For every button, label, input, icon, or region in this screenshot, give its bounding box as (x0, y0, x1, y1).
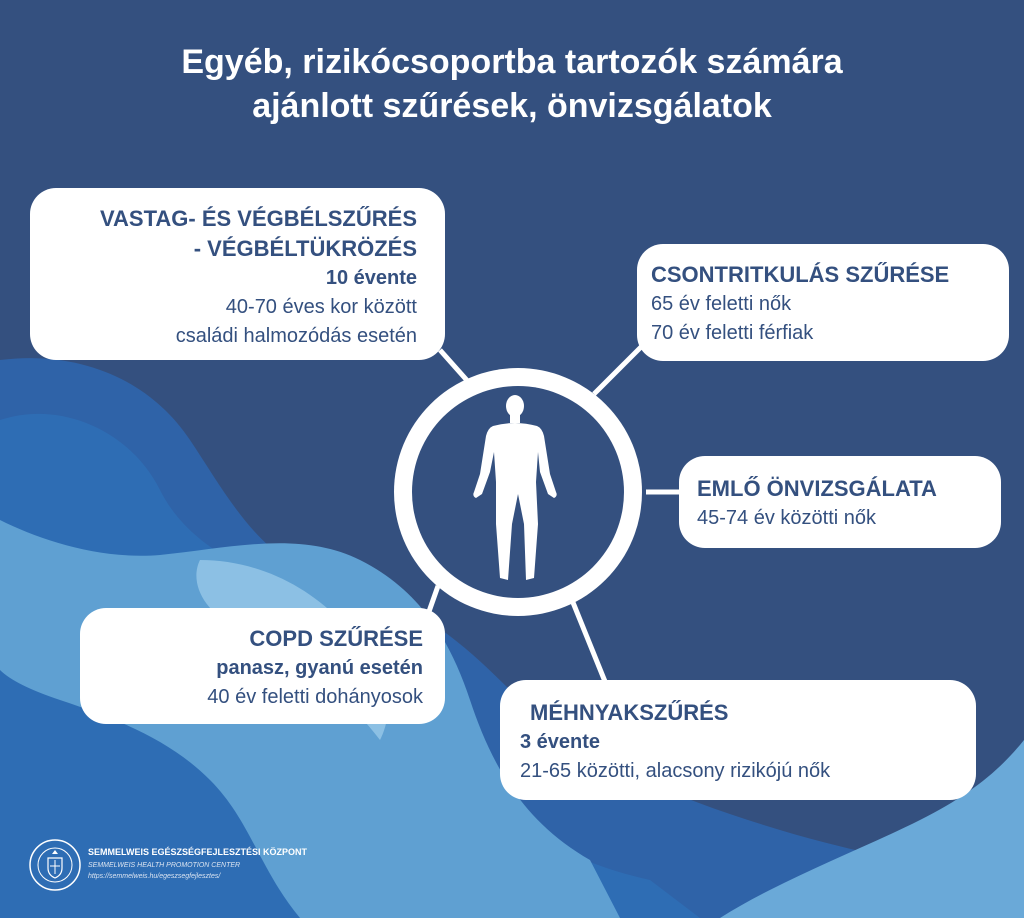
colon-heading-2: - VÉGBÉLTÜKRÖZÉS (193, 236, 417, 261)
footer-org-subtitle: SEMMELWEIS HEALTH PROMOTION CENTER (88, 862, 241, 869)
colon-line-2: családi halmozódás esetén (175, 325, 417, 347)
breast-line-1: 45-74 év közötti nők (697, 507, 876, 529)
title-line-1: Egyéb, rizikócsoportba tartozók számára (181, 43, 843, 81)
university-seal-icon (28, 838, 82, 892)
bone-heading: CSONTRITKULÁS SZŰRÉSE (651, 262, 950, 287)
colon-line-1: 40-70 éves kor között (225, 296, 417, 318)
colon-frequency: 10 évente (325, 267, 417, 289)
title-line-2: ajánlott szűrések, önvizsgálatok (252, 87, 772, 125)
copd-line-1: panasz, gyanú esetén (216, 657, 423, 679)
colon-heading-1: VASTAG- ÉS VÉGBÉLSZŰRÉS (99, 206, 417, 231)
footer-org-name: SEMMELWEIS EGÉSZSÉGFEJLESZTÉSI KÖZPONT (88, 847, 308, 857)
bone-line-1: 65 év feletti nők (651, 293, 792, 315)
bone-line-2: 70 év feletti férfiak (651, 322, 814, 344)
card-cervical-screening (500, 680, 976, 800)
body-circle (390, 364, 646, 620)
copd-heading: COPD SZŰRÉSE (249, 626, 423, 651)
card-breast-self-exam (679, 456, 1001, 548)
footer-url: https://semmelweis.hu/egeszsegfejlesztes/ (88, 873, 221, 880)
copd-line-2: 40 év feletti dohányosok (207, 686, 423, 708)
card-colon-screening (30, 188, 445, 360)
card-copd-screening (80, 608, 445, 724)
card-osteoporosis-screening (637, 244, 1009, 361)
cervix-line-1: 21-65 közötti, alacsony rizikójú nők (520, 760, 831, 782)
cervix-frequency: 3 évente (520, 731, 601, 753)
breast-heading: EMLŐ ÖNVIZSGÁLATA (697, 476, 937, 501)
cervix-heading: MÉHNYAKSZŰRÉS (530, 700, 729, 725)
